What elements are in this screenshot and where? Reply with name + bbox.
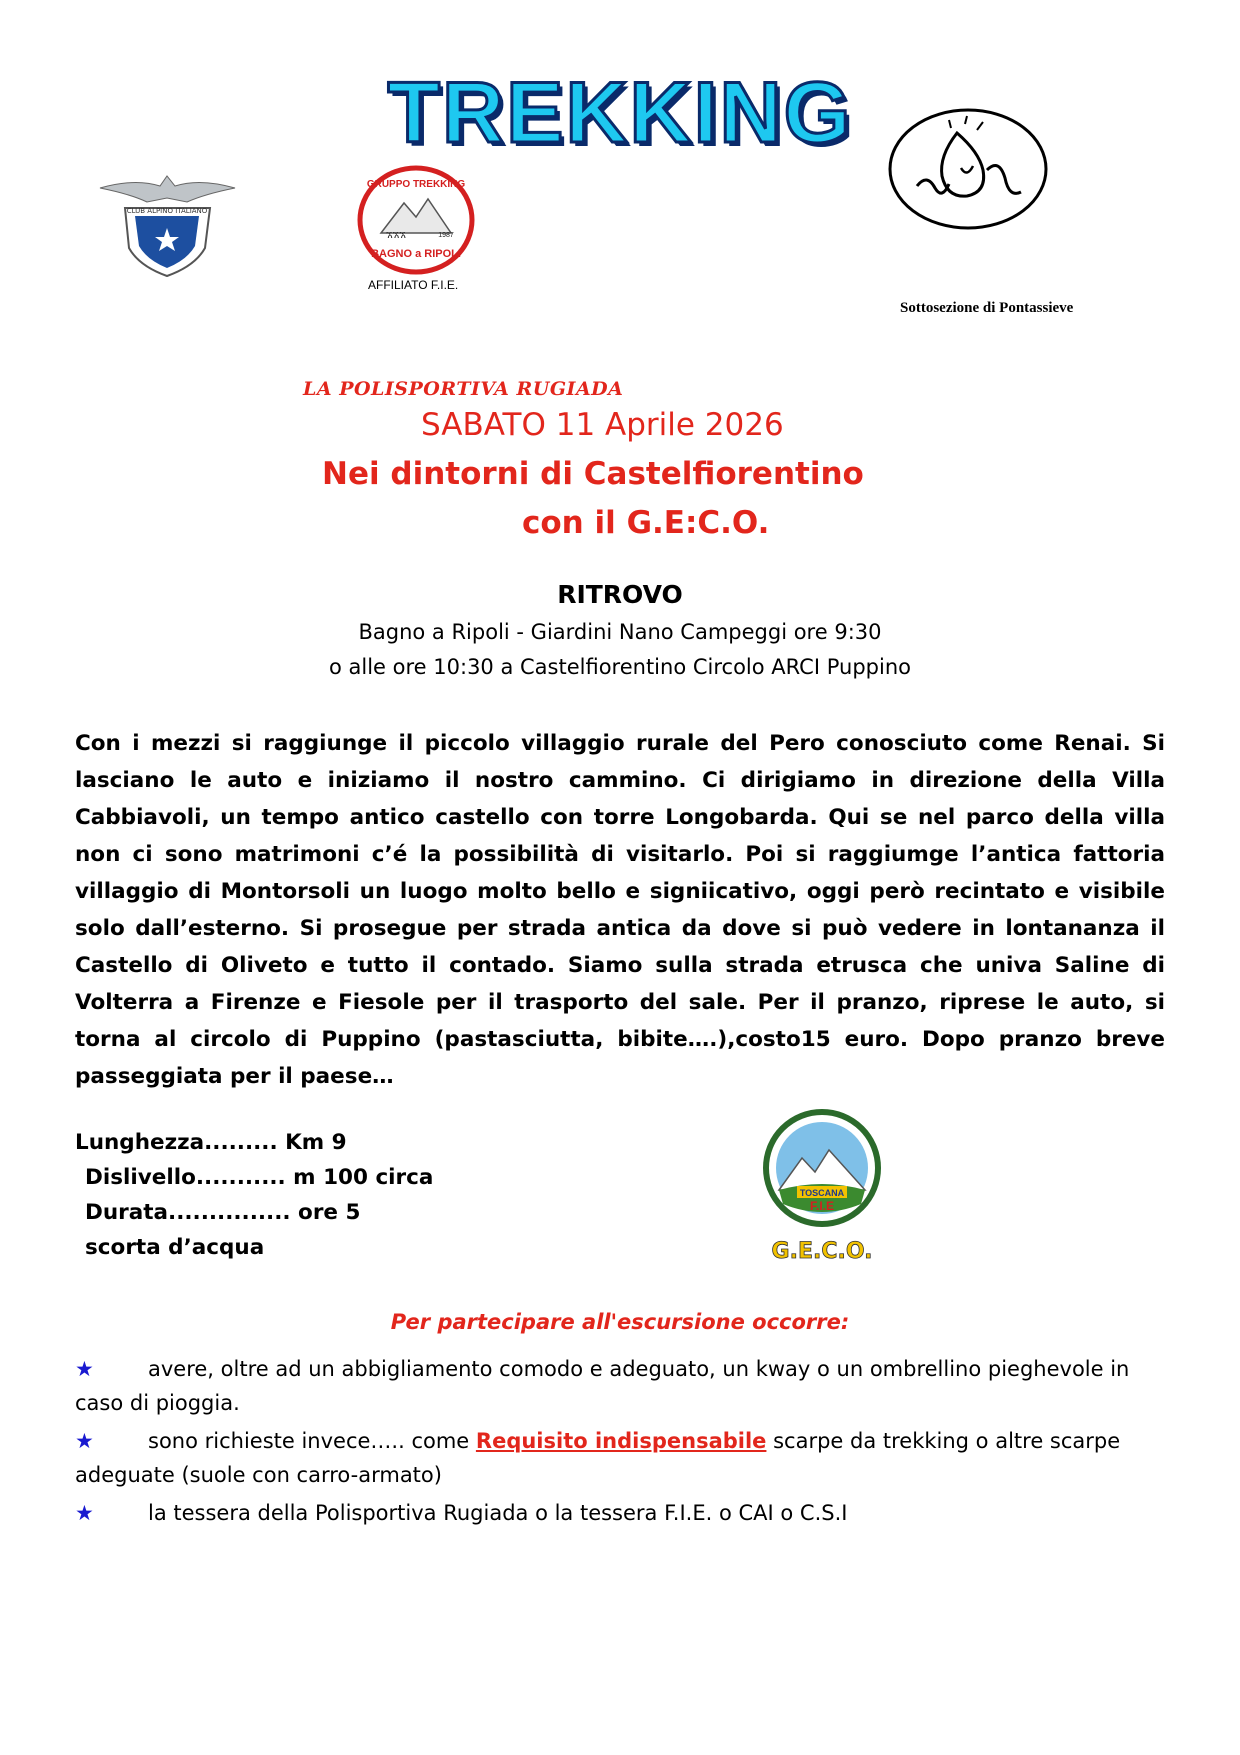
- svg-text:ኧኧኧ: ኧኧኧ: [386, 230, 406, 240]
- organizer-label: LA POLISPORTIVA RUGIADA: [303, 378, 624, 400]
- star-bullet-icon: ★: [75, 1429, 94, 1453]
- spec-dislivello: Dislivello........... m 100 circa: [85, 1165, 434, 1190]
- event-place: Nei dintorni di Castelfiorentino: [322, 456, 864, 492]
- ritrovo-line-2: o alle ore 10:30 a Castelfiorentino Circolo ARCI Puppino: [329, 655, 911, 679]
- event-with: con il G.E:C.O.: [522, 505, 770, 541]
- rugiada-logo: [887, 108, 1049, 231]
- ritrovo-line-1: Bagno a Ripoli - Giardini Nano Campeggi ore 9:30: [358, 620, 882, 644]
- ritrovo-title: RITROVO: [557, 580, 683, 609]
- gruppo-trekking-logo: [356, 165, 476, 275]
- requirement-item-3: ★ la tessera della Polisportiva Rugiada o la tessera F.I.E. o CAI o C.S.I: [75, 1496, 1165, 1530]
- requirement-item-1: ★ avere, oltre ad un abbigliamento comodo e adeguato, un kway o un ombrellino pieghevole in caso di pioggia.: [75, 1352, 1165, 1420]
- star-bullet-icon: ★: [75, 1357, 94, 1381]
- cai-logo-text: CLUB ALPINO ITALIANO: [126, 207, 208, 215]
- requirements-title: Per partecipare all'escursione occorre:: [390, 1310, 850, 1334]
- trekking-title: TREKKING: [387, 65, 853, 161]
- bagno-logo-bottom: BAGNO a RIPOLI: [371, 248, 461, 260]
- bagno-logo-top: GRUPPO TREKKING: [366, 179, 466, 190]
- spec-acqua: scorta d’acqua: [85, 1235, 265, 1260]
- spec-lunghezza: Lunghezza......... Km 9: [75, 1130, 347, 1155]
- bagno-logo-year: 1987: [438, 232, 454, 239]
- cai-logo: [95, 168, 240, 278]
- affiliato-label: AFFILIATO F.I.E.: [368, 278, 459, 292]
- geco-logo-region: TOSCANA: [799, 1188, 845, 1198]
- requisito-highlight: Requisito indispensabile: [475, 1429, 767, 1453]
- event-date: SABATO 11 Aprile 2026: [421, 407, 784, 443]
- geco-logo-fie: F.I.E: [809, 1199, 835, 1213]
- geco-fie-logo: [757, 1108, 887, 1268]
- description-paragraph: Con i mezzi si raggiunge il piccolo villaggio rurale del Pero conosciuto come Renai. Si lasciano le auto e iniziamo il nostro cammino. Ci dirigiamo in direzione della Villa Cabbiavoli, un tempo antico castello con torre Longobarda. Qui se nel parco della villa non ci sono matrimoni c’é la possibilità di visitarlo. Poi si raggiumge l’antica fattoria villaggio di Montorsoli un luogo molto bello e signiicativo, oggi però recintato e visibile solo dall’esterno. Si prosegue per strada antica da dove si può vedere in lontananza il Castello di Oliveto e tutto il contado. Siamo sulla strada etrusca che univa Saline di Volterra a Firenze e Fiesole per il trasporto del sale. Per il pranzo, riprese le auto, si torna al circolo di Puppino (pastasciutta, bibite….),costo15 euro. Dopo pranzo breve passeggiata per il paese…: [75, 731, 1165, 1089]
- spec-durata: Durata............... ore 5: [85, 1200, 361, 1225]
- geco-logo-name: G.E.C.O.: [771, 1239, 873, 1264]
- requirement-item-2: ★ sono richieste invece….. come Requisito indispensabile scarpe da trekking o altre scarpe adeguate (suole con carro-armato): [75, 1424, 1165, 1492]
- star-bullet-icon: ★: [75, 1501, 94, 1525]
- sottosezione-label: Sottosezione di Pontassieve: [900, 300, 1074, 316]
